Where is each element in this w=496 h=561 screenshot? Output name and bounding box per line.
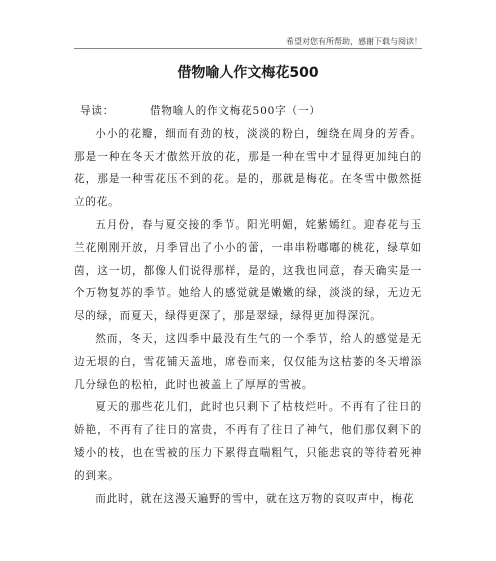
paragraph: 五月份，春与夏交接的季节。阳光明媚，姹紫嫣红。迎春花与玉兰花刚刚开放，月季冒出了小小的蕾，一串串粉嘟嘟的桃花，绿草如茵，这一切，都像人们说得那样，是的，这我也同意，春天确实是一个万物复苏的季节。她给人的感觉就是嫩嫩的绿，淡淡的绿，无边无尽的绿，而夏天，绿得更深了，那是翠绿，绿得更加得深沉。 (74, 218, 422, 323)
paragraph: 然而，冬天，这四季中最没有生气的一个季节，给人的感觉是无边无垠的白，雪花铺天盖地，席卷而来，仅仅能为这枯萎的冬天增添几分绿色的松柏，此时也被盖上了厚厚的雪被。 (74, 332, 422, 391)
header-divider (74, 48, 422, 49)
paragraph: 小小的花瓣，细而有劲的枝，淡淡的粉白，缠绕在周身的芳香。那是一种在冬天才傲然开放的花，那是一种在雪中才显得更加纯白的花，那是一种雪花压不到的花。是的，那就是梅花。在冬雪中傲然挺立的花。 (74, 127, 422, 209)
document-body (74, 100, 422, 510)
paragraph: 而此时，就在这漫天遍野的雪中，就在这万物的哀叹声中，梅花 (95, 492, 415, 505)
paragraph: 夏天的那些花儿们，此时也只剩下了枯枝烂叶。不再有了往日的娇艳，不再有了往日的富贵，不再有了往日了神气，他们那仅剩下的矮小的枝，也在雪被的压力下累得直喘粗气，只能悲哀的等待着死神的到来。 (74, 401, 422, 482)
document-title: 借物喻人作文梅花500 (177, 65, 319, 81)
guide-text: 借物喻人的作文梅花500字（一） (150, 105, 321, 117)
guide-line (74, 100, 422, 123)
guide-label: 导读： (80, 105, 115, 117)
header-note: 希望对您有所帮助，感谢下载与阅读！ (286, 37, 422, 46)
